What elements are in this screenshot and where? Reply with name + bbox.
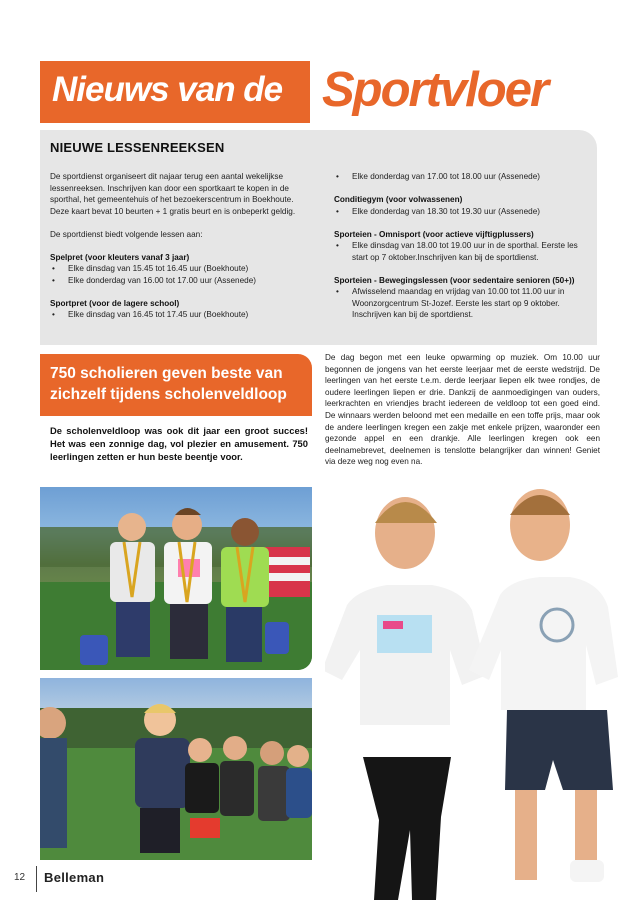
article-body: De dag begon met een leuke opwarming op muziek. Om 10.00 uur begonnen de jongens van het eerste leerjaar met de eerste wedstrijd. De leerlingen van het eerste t.e.m. derde leerjaar liepen elk twee rondjes, de oudere leerlingen liepen er drie. Dankzij de aanmoedigingen van ouders, leerkrachten en vriendjes bracht iedereen de veldloop tot een goed eind. De winnaars werden beloond met een medaille en een toffe prijs, maar ook de andere leerlingen kregen een zakje met enkele prijzen, waaronder een gezonde appel en een drankje. Alle leerlingen kregen ook een deelnamebrevet, deelnemen is tenslotte belangrijker dan winnen! Geniet via deze weg nog even na. xyxy=(325,353,600,467)
lesson-item: • Elke donderdag van 16.00 tot 17.00 uur (Assenede) xyxy=(50,275,312,287)
header-title-part1: Nieuws van de xyxy=(52,70,283,109)
lessons-intro: De sportdienst organiseert dit najaar terug een aantal wekelijkse lessenreeksen. Inschrijven kan door een sportkaart te kopen in de sporthal, het gemeentehuis of het bezoekerscentrum in Boekhoute. Deze kaart bevat 10 beurten + 1 gratis beurt en is onbeperkt geldig. xyxy=(50,172,296,216)
lesson-title: Sportpret (voor de lagere school) xyxy=(50,298,180,308)
lesson-block xyxy=(50,252,312,287)
lessons-column-right xyxy=(334,171,590,332)
lesson-item: • Elke donderdag van 17.00 tot 18.00 uur (Assenede) xyxy=(334,171,590,183)
lesson-block xyxy=(334,229,590,264)
lesson-block xyxy=(334,275,590,321)
lesson-item: • Elke dinsdag van 15.45 tot 16.45 uur (Boekhoute) xyxy=(50,263,312,275)
article-title: 750 scholieren geven beste van zichzelf tijdens scholenveldloop xyxy=(50,365,287,403)
footer-divider xyxy=(36,866,37,892)
runners-illustration xyxy=(325,485,625,900)
lesson-title: Spelpret (voor kleuters vanaf 3 jaar) xyxy=(50,252,190,262)
lesson-item: • Elke dinsdag van 16.45 tot 17.45 uur (Boekhoute) xyxy=(50,309,312,321)
group-illustration xyxy=(40,678,312,860)
group-photo xyxy=(40,678,312,860)
lesson-title: Sporteien - Bewegingslessen (voor sedentaire senioren (50+)) xyxy=(334,275,575,285)
lesson-block xyxy=(334,194,590,217)
runners-photo xyxy=(325,485,625,900)
article-intro: De scholenveldloop was ook dit jaar een groot succes! Het was een zonnige dag, vol plezier en amusement. 750 leerlingen zetten er hun beste beentje voor. xyxy=(50,425,308,462)
lesson-item: • Elke dinsdag van 18.00 tot 19.00 uur in de sporthal. Eerste les start op 7 oktober.Inschrijven kan bij de sportdienst. xyxy=(334,240,590,263)
lesson-title: Conditiegym (voor volwassenen) xyxy=(334,195,463,204)
medal-winners-illustration xyxy=(40,487,312,670)
lessons-offer: De sportdienst biedt volgende lessen aan: xyxy=(50,229,203,239)
lessons-title: NIEUWE LESSENREEKSEN xyxy=(50,140,225,155)
magazine-logo: Belleman xyxy=(44,870,105,885)
lesson-block xyxy=(334,171,590,183)
lesson-title: Sporteien - Omnisport (voor actieve vijftigplussers) xyxy=(334,229,534,239)
page-number: 12 xyxy=(14,872,26,883)
lesson-block xyxy=(50,298,312,321)
medal-winners-photo xyxy=(40,487,312,670)
lesson-item: • Afwisselend maandag en vrijdag van 10.00 tot 11.00 uur in Woonzorgcentrum St-Jozef. Eerste les start op 9 oktober. Inschrijven kan bij de sportdienst. xyxy=(334,286,590,321)
lessons-column-left xyxy=(50,171,312,332)
header-title-part2: Sportvloer xyxy=(322,63,548,117)
lesson-item: • Elke donderdag van 18.30 tot 19.30 uur (Assenede) xyxy=(334,206,590,218)
